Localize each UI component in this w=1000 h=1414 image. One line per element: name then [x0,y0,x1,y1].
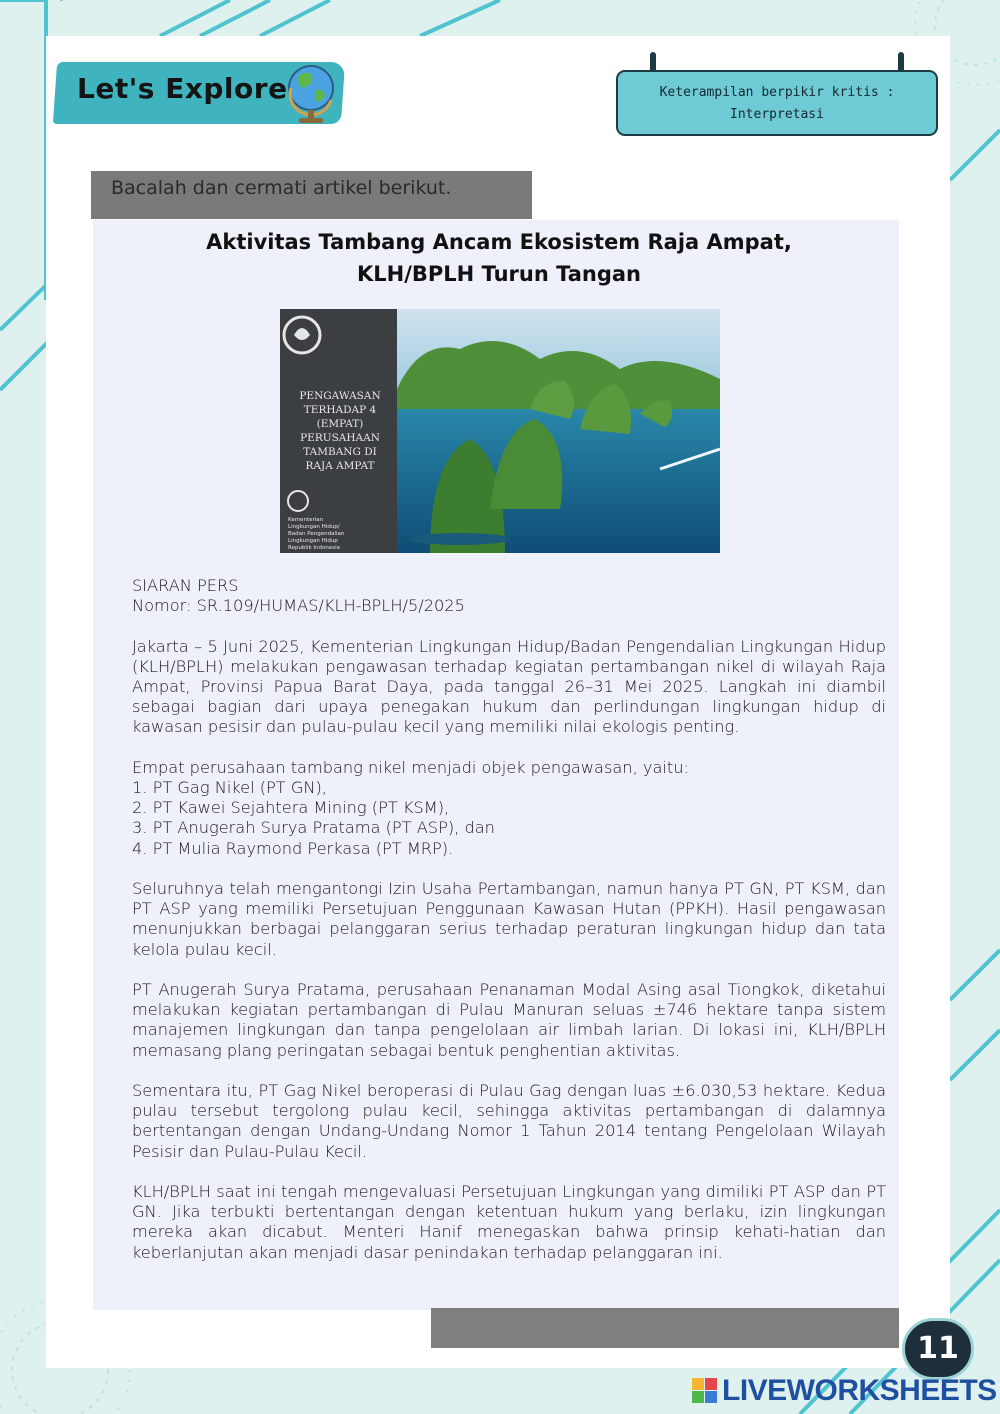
article-title-line-1: Aktivitas Tambang Ancam Ekosistem Raja Ampat, [206,230,792,254]
ministry-line-5: Republik Indonesia [288,545,341,551]
list-item: 1. PT Gag Nikel (PT GN), [132,778,327,797]
liveworksheets-logo-icon [692,1378,718,1404]
ministry-line-3: Badan Pengendalian [288,531,345,537]
paragraph-1: Jakarta – 5 Juni 2025, Kementerian Lingkungan Hidup/Badan Pengendalian Lingkungan Hidup (KLH/BPLH) melakukan pengawasan terhadap kegiatan pertambangan nikel di wilayah Raja Ampat, Provinsi Papua Barat Daya, pada tanggal 26–31 Mei 2025. Langkah ini diambil sebagai bagian dari upaya penegakan hukum dan perlindungan lingkungan hidup di kawasan pesisir dan pulau-pulau kecil yang memiliki nilai ekologis penting. [132,636,886,737]
skill-label-box [616,70,938,136]
list-item: 3. PT Anugerah Surya Pratama (PT ASP), dan [132,818,495,838]
article-body [132,576,886,1283]
bottom-answer-bar [431,1308,899,1348]
ministry-line-1: Kementerian [288,517,324,523]
globe-icon [283,60,339,126]
overlay-line-1: PENGAWASAN [299,390,381,402]
instruction-banner: Bacalah dan cermati artikel berikut. [91,171,532,219]
overlay-line-2: TERHADAP 4 [303,404,377,416]
press-number: Nomor: SR.109/HUMAS/KLH-BPLH/5/2025 [132,596,465,616]
paragraph-5: KLH/BPLH saat ini tengah mengevaluasi Persetujuan Lingkungan yang dimiliki PT ASP dan PT GN. Jika terbukti bertentangan dengan ketentuan hukum yang berlaku, izin lingkungan mereka akan dicabut. Menteri Hanif menegaskan bahwa prinsip kehati-hatian dan keberlanjutan akan menjadi dasar penindakan terhadap pelanggaran ini. [132,1182,886,1262]
paragraph-2: Seluruhnya telah mengantongi Izin Usaha Pertambangan, namun hanya PT GN, PT KSM, dan PT ASP yang memiliki Persetujuan Penggunaan Kawasan Hutan (PPKH). Hasil pengawasan menunjukkan berbagai pelanggaran serius terhadap peraturan lingkungan hidup dan tata kelola pulau kecil. [132,879,886,959]
article-photo [280,309,720,553]
overlay-line-6: RAJA AMPAT [305,460,375,472]
ministry-line-2: Lingkungan Hidup/ [288,524,340,530]
list-item: 4. PT Mulia Raymond Perkasa (PT MRP). [132,838,454,858]
skill-line-1: Keterampilan berpikir kritis : [659,85,895,100]
article-title-line-2: KLH/BPLH Turun Tangan [357,262,641,286]
article-title [93,226,905,290]
liveworksheets-brand[interactable]: LIVEWORKSHEETS [722,1374,997,1407]
overlay-line-3: (EMPAT) [316,418,364,430]
skill-line-2: Interpretasi [730,107,824,122]
page-number-badge: 11 [902,1318,974,1380]
press-label: SIARAN PERS [132,576,239,595]
paragraph-4: Sementara itu, PT Gag Nikel beroperasi di Pulau Gag dengan luas ±6.030,53 hektare. Kedua pulau tersebut tergolong pulau kecil, sehingga aktivitas pertambangan di dalamnya bertentangan dengan Undang-Undang Nomor 1 Tahun 2014 tentang Pengelolaan Wilayah Pesisir dan Pulau-Pulau Kecil. [132,1081,886,1161]
ministry-line-4: Lingkungan Hidup [288,538,338,544]
list-item: 2. PT Kawei Sejahtera Mining (PT KSM), [132,798,450,818]
list-intro: Empat perusahaan tambang nikel menjadi objek pengawasan, yaitu: [132,757,689,777]
paragraph-3: PT Anugerah Surya Pratama, perusahaan Penanaman Modal Asing asal Tiongkok, diketahui melakukan kegiatan pertambangan di Pulau Manuran seluas ±746 hektare tanpa sistem manajemen lingkungan dan tanpa pengelolaan air limbah larian. Di lokasi ini, KLH/BPLH memasang plang peringatan sebagai bentuk penghentian aktivitas. [132,980,886,1060]
overlay-line-4: PERUSAHAAN [300,432,380,444]
lets-explore-label: Let's Explore [77,72,288,105]
overlay-line-5: TAMBANG DI [303,446,377,458]
